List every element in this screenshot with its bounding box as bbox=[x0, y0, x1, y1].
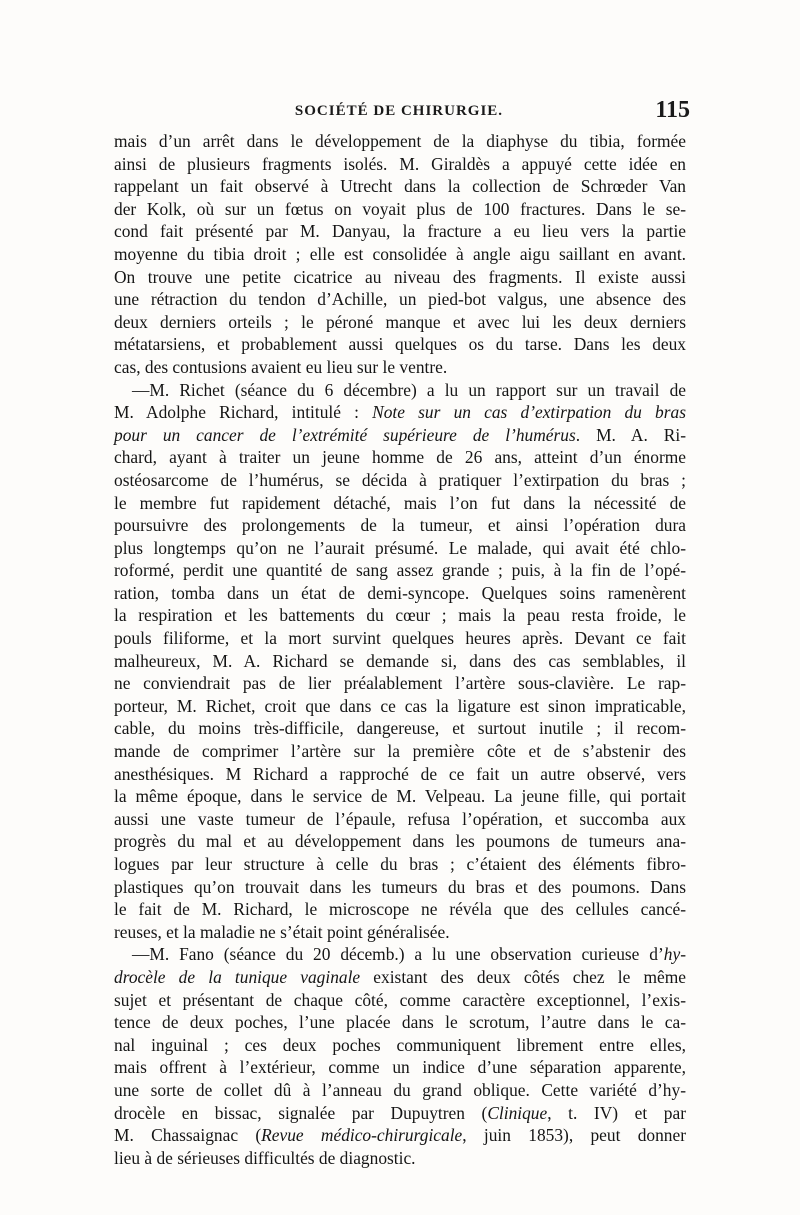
italic-text: hy- bbox=[663, 944, 686, 965]
text-line bbox=[114, 830, 686, 853]
text-line bbox=[114, 311, 686, 334]
text-run: logues par leur structure à celle du bras ; c’étaient des éléments fibro- bbox=[114, 854, 686, 874]
text-line bbox=[114, 446, 686, 469]
text-line bbox=[114, 356, 686, 379]
text-line bbox=[114, 469, 686, 492]
text-line bbox=[114, 604, 686, 627]
text-line bbox=[114, 401, 686, 424]
text-run: mais offrent à l’extérieur, comme un indice d’une séparation apparente, bbox=[114, 1057, 686, 1078]
text-line bbox=[114, 333, 686, 356]
text-run: , juin 1853), peut donner bbox=[462, 1125, 686, 1146]
paragraph bbox=[114, 943, 686, 1169]
text-line bbox=[114, 198, 686, 221]
running-head: SOCIÉTÉ DE CHIRURGIE. bbox=[294, 103, 504, 119]
text-line bbox=[114, 876, 686, 899]
text-line bbox=[114, 627, 686, 650]
text-line bbox=[114, 153, 686, 176]
text-run: moyenne du tibia droit ; elle est consolidée à angle aigu saillant en avant. bbox=[114, 243, 686, 264]
text-line bbox=[114, 763, 686, 786]
text-line bbox=[114, 966, 686, 989]
text-line bbox=[114, 266, 686, 289]
text-run: M. Chassaignac ( bbox=[114, 1125, 262, 1146]
text-line bbox=[114, 514, 686, 537]
text-line bbox=[114, 785, 686, 808]
text-line bbox=[114, 1056, 686, 1079]
text-run: tence de deux poches, l’une placée dans le scrotum, l’autre dans le ca- bbox=[114, 1012, 686, 1033]
text-run: métatarsiens, et probablement aussi quelques os du tarse. Dans les deux bbox=[114, 334, 686, 355]
text-run: plastiques qu’on trouvait dans les tumeurs du bras et des poumons. Dans bbox=[114, 876, 686, 897]
text-run: ostéosarcome de l’humérus, se décida à pratiquer l’extirpation du bras ; bbox=[114, 469, 686, 490]
text-run: nal inguinal ; ces deux poches communiquent librement entre elles, bbox=[114, 1034, 686, 1055]
italic-text: pour un cancer de l’extrémité supérieure de l’humérus bbox=[114, 424, 576, 445]
text-run: anesthésiques. M Richard a rapproché de ce fait un autre observé, vers bbox=[114, 763, 686, 784]
text-line bbox=[114, 424, 686, 447]
paragraph bbox=[114, 379, 686, 944]
text-run: lieu à de sérieuses difficultés de diagnostic. bbox=[114, 1147, 416, 1168]
text-run: pouls filiforme, et la mort survint quelques heures après. Devant ce fait bbox=[114, 628, 686, 649]
text-run: cas, des contusions avaient eu lieu sur le ventre. bbox=[114, 356, 448, 377]
text-line bbox=[114, 1034, 686, 1057]
text-line bbox=[114, 943, 686, 966]
text-line bbox=[114, 989, 686, 1012]
text-run: —M. Fano (séance du 20 décemb.) a lu une observation curieuse d’ bbox=[132, 944, 664, 965]
text-run: deux derniers orteils ; le péroné manque et avec lui les deux derniers bbox=[114, 311, 686, 332]
text-line bbox=[114, 582, 686, 605]
text-line bbox=[114, 808, 686, 831]
text-run: drocèle en bissac, signalée par Dupuytren ( bbox=[114, 1102, 488, 1123]
text-run: cond fait présenté par M. Danyau, la fracture a eu lieu vers la partie bbox=[114, 221, 686, 242]
text-line bbox=[114, 672, 686, 695]
text-line bbox=[114, 1147, 686, 1170]
text-run: roformé, perdit une quantité de sang assez grande ; puis, à la fin de l’opé- bbox=[114, 560, 686, 581]
text-run: la respiration et les battements du cœur ; mais la peau resta froide, le bbox=[114, 605, 686, 626]
text-run: —M. Richet (séance du 6 décembre) a lu un rapport sur un travail de bbox=[132, 379, 686, 400]
text-run: le membre fut rapidement détaché, mais l’on fut dans la nécessité de bbox=[114, 492, 686, 513]
italic-text: Clinique bbox=[487, 1102, 548, 1123]
text-run: mais d’un arrêt dans le développement de la diaphyse du tibia, formée bbox=[114, 131, 686, 151]
body-text bbox=[114, 130, 686, 1169]
text-line bbox=[114, 492, 686, 515]
text-line bbox=[114, 1011, 686, 1034]
text-line bbox=[114, 853, 686, 876]
text-line bbox=[114, 650, 686, 673]
text-run: On trouve une petite cicatrice au niveau des fragments. Il existe aussi bbox=[114, 266, 686, 287]
paragraph bbox=[114, 130, 686, 379]
text-line bbox=[114, 379, 686, 402]
page-header bbox=[112, 97, 690, 127]
text-run: . M. A. Ri- bbox=[575, 424, 686, 445]
text-run: ainsi de plusieurs fragments isolés. M. Giraldès a appuyé cette idée en bbox=[114, 153, 686, 174]
text-run: chard, ayant à traiter un jeune homme de 26 ans, atteint d’un énorme bbox=[114, 447, 686, 468]
text-line bbox=[114, 243, 686, 266]
italic-text: Revue médico-chirurgicale bbox=[261, 1125, 463, 1146]
text-run: cable, du moins très-difficile, dangereuse, et surtout inutile ; il recom- bbox=[114, 718, 686, 739]
italic-text: drocèle de la tunique vaginale bbox=[114, 966, 361, 987]
text-run: malheureux, M. A. Richard se demande si, dans des cas semblables, il bbox=[114, 650, 686, 671]
text-run: progrès du mal et au développement dans les poumons de tumeurs ana- bbox=[114, 831, 686, 852]
text-line bbox=[114, 1079, 686, 1102]
text-line bbox=[114, 921, 686, 944]
text-run: der Kolk, où sur un fœtus on voyait plus de 100 fractures. Dans le se- bbox=[114, 198, 686, 219]
text-run: poursuivre des prolongements de la tumeur, et ainsi l’opération dura bbox=[114, 515, 686, 536]
text-line bbox=[114, 130, 686, 153]
text-run: reuses, et la maladie ne s’était point généralisée. bbox=[114, 921, 450, 942]
text-run: mande de comprimer l’artère sur la première côte et de s’abstenir des bbox=[114, 741, 686, 762]
text-run: ration, tomba dans un état de demi-syncope. Quelques soins ramenèrent bbox=[114, 582, 686, 603]
text-line bbox=[114, 175, 686, 198]
text-line bbox=[114, 740, 686, 763]
text-line bbox=[114, 537, 686, 560]
text-run: M. Adolphe Richard, intitulé : bbox=[114, 402, 373, 423]
text-line bbox=[114, 559, 686, 582]
text-line bbox=[114, 220, 686, 243]
italic-text: Note sur un cas d’extirpation du bras bbox=[372, 402, 686, 423]
text-line bbox=[114, 1124, 686, 1147]
text-run: une rétraction du tendon d’Achille, un pied-bot valgus, une absence des bbox=[114, 289, 686, 310]
text-run: la même époque, dans le service de M. Velpeau. La jeune fille, qui portait bbox=[114, 786, 686, 807]
text-run: porteur, M. Richet, croit que dans ce cas la ligature est sinon impraticable, bbox=[114, 695, 686, 716]
text-run: le fait de M. Richard, le microscope ne révéla que des cellules cancé- bbox=[114, 899, 686, 920]
text-run: , t. IV) et par bbox=[547, 1102, 686, 1123]
text-run: une sorte de collet dû à l’anneau du grand oblique. Cette variété d’hy- bbox=[114, 1079, 686, 1100]
text-line bbox=[114, 695, 686, 718]
text-line bbox=[114, 717, 686, 740]
text-run: aussi une vaste tumeur de l’épaule, refusa l’opération, et succomba aux bbox=[114, 808, 686, 829]
page-number: 115 bbox=[655, 97, 690, 123]
text-run: plus longtemps qu’on ne l’aurait présumé. Le malade, qui avait été chlo- bbox=[114, 537, 686, 558]
text-run: existant des deux côtés chez le même bbox=[360, 966, 686, 987]
text-run: ne conviendrait pas de lier préalablement l’artère sous-clavière. Le rap- bbox=[114, 673, 686, 694]
text-run: sujet et présentant de chaque côté, comme caractère exceptionnel, l’exis- bbox=[114, 989, 686, 1010]
text-line bbox=[114, 288, 686, 311]
text-line bbox=[114, 898, 686, 921]
text-run: rappelant un fait observé à Utrecht dans la collection de Schrœder Van bbox=[114, 176, 686, 197]
text-line bbox=[114, 1102, 686, 1125]
